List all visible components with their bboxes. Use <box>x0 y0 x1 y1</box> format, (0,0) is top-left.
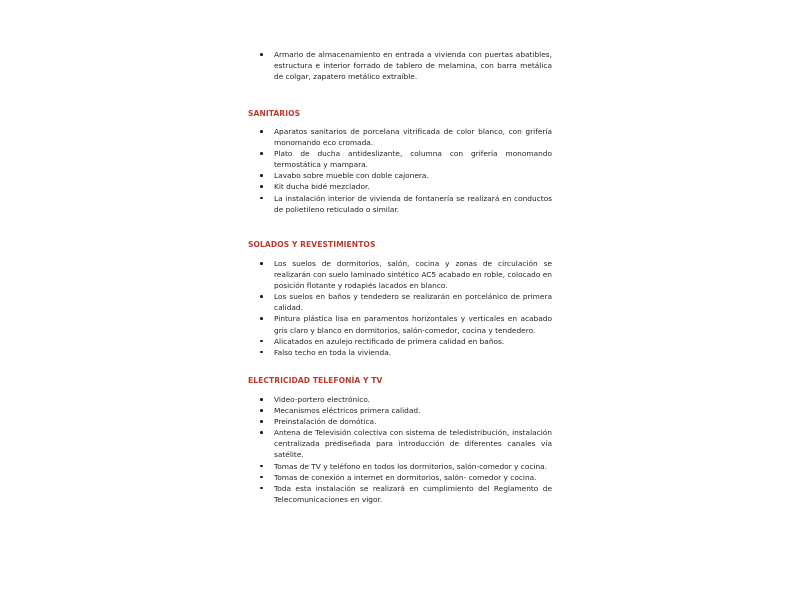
list-item: Plato de ducha antideslizante, columna con grifería monomando termostática y mampara. <box>248 148 552 170</box>
solados-list <box>248 258 552 358</box>
section-heading-solados: SOLADOS Y REVESTIMIENTOS <box>248 240 376 249</box>
armario-list <box>248 49 552 82</box>
electricidad-list <box>248 394 552 505</box>
list-item: Falso techo en toda la vivienda. <box>248 347 552 358</box>
list-item: Toda esta instalación se realizará en cumplimiento del Reglamento de Telecomunicaciones en vigor. <box>248 483 552 505</box>
list-item: Mecanismos eléctricos primera calidad. <box>248 405 552 416</box>
armario-section <box>248 49 552 82</box>
list-item: Alicatados en azulejo rectificado de primera calidad en baños. <box>248 336 552 347</box>
electricidad-section <box>248 394 552 505</box>
section-heading-sanitarios: SANITARIOS <box>248 109 301 118</box>
list-item: Tomas de TV y teléfono en todos los dormitorios, salón-comedor y cocina. <box>248 461 552 472</box>
list-item: Preinstalación de domótica. <box>248 416 552 427</box>
list-item: Kit ducha bidé mezclador. <box>248 181 552 192</box>
sanitarios-section <box>248 126 552 215</box>
list-item: Los suelos de dormitorios, salón, cocina y zonas de circulación se realizarán con suelo laminado sintético AC5 acabado en roble, colocado en posición flotante y rodapiés lacados en blanco. <box>248 258 552 291</box>
list-item: Aparatos sanitarios de porcelana vitrificada de color blanco, con grifería monomando eco cromada. <box>248 126 552 148</box>
list-item: Antena de Televisión colectiva con sistema de teledistribución, instalación centralizada prediseñada para introducción de diferentes canales vía satélite. <box>248 427 552 460</box>
list-item: Tomas de conexión a internet en dormitorios, salón- comedor y cocina. <box>248 472 552 483</box>
section-heading-electricidad: ELECTRICIDAD TELEFONÍA Y TV <box>248 376 383 385</box>
list-item: Pintura plástica lisa en paramentos horizontales y verticales en acabado gris claro y blanco en dormitorios, salón-comedor, cocina y tendedero. <box>248 313 552 335</box>
solados-section <box>248 258 552 358</box>
sanitarios-list <box>248 126 552 215</box>
list-item: Armario de almacenamiento en entrada a vivienda con puertas abatibles, estructura e interior forrado de tablero de melamina, con barra metálica de colgar, zapatero metálico extraíble. <box>248 49 552 82</box>
list-item: Los suelos en baños y tendedero se realizarán en porcelánico de primera calidad. <box>248 291 552 313</box>
list-item: La instalación interior de vivienda de fontanería se realizará en conductos de polietileno reticulado o similar. <box>248 193 552 215</box>
list-item: Video-portero electrónico. <box>248 394 552 405</box>
list-item: Lavabo sobre mueble con doble cajonera. <box>248 170 552 181</box>
